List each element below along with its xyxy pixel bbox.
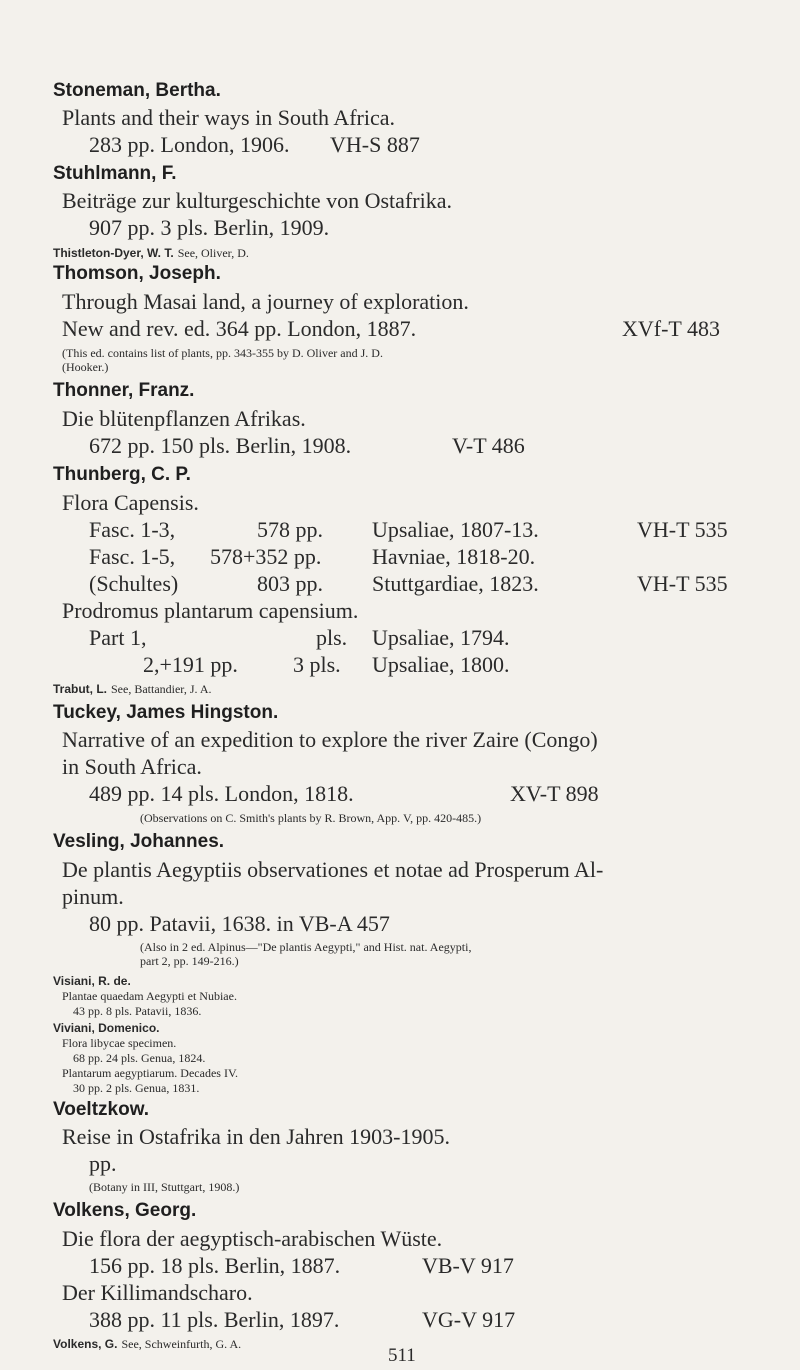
entry-note: (Hooker.) — [62, 360, 109, 374]
shelf-mark: XVf-T 483 — [622, 316, 720, 341]
entry-author: Viviani, Domenico. — [53, 1021, 160, 1035]
entry-imprint: New and rev. ed. 364 pp. London, 1887. — [62, 316, 417, 341]
fascicle-pages: 578+352 pp. — [210, 544, 322, 569]
shelf-mark: VH-S 887 — [330, 132, 420, 157]
entry-title: Plantarum aegyptiarum. Decades IV. — [62, 1066, 239, 1080]
shelf-mark: XV-T 898 — [510, 781, 599, 806]
see-reference: See, Battandier, J. A. — [111, 682, 212, 696]
entry-author: Stuhlmann, F. — [53, 163, 177, 184]
entry-note: (Observations on C. Smith's plants by R. Brown, App. V, pp. 420-485.) — [140, 811, 482, 825]
entry-note: part 2, pp. 149-216.) — [140, 954, 239, 968]
entry-author: Thomson, Joseph. — [53, 263, 221, 284]
fascicle-part: (Schultes) — [89, 571, 179, 596]
shelf-mark: VH-T 535 — [637, 571, 728, 596]
fascicle-place: Havniae, 1818-20. — [372, 544, 536, 569]
cross-reference — [53, 1335, 241, 1353]
entry-author: Visiani, R. de. — [53, 974, 131, 988]
entry-title: pinum. — [62, 884, 124, 909]
entry-imprint: pp. — [89, 1151, 117, 1176]
entry-title: Narrative of an expedition to explore the river Zaire (Congo) — [62, 727, 598, 752]
entry-author: Tuckey, James Hingston. — [53, 702, 279, 723]
fascicle-pages: 578 pp. — [257, 517, 323, 542]
entry-imprint: 489 pp. 14 pls. London, 1818. — [89, 781, 354, 806]
entry-author: Volkens, G. — [53, 1337, 118, 1351]
cross-reference — [53, 680, 212, 698]
entry-note: (Also in 2 ed. Alpinus—"De plantis Aegypti," and Hist. nat. Aegypti, — [140, 940, 472, 954]
entry-title: Die flora der aegyptisch-arabischen Wüste. — [62, 1226, 443, 1251]
entry-author: Thistleton-Dyer, W. T. — [53, 246, 174, 260]
entry-author: Thunberg, C. P. — [53, 464, 191, 485]
entry-imprint: 672 pp. 150 pls. Berlin, 1908. — [89, 433, 352, 458]
entry-imprint: 907 pp. 3 pls. Berlin, 1909. — [89, 215, 330, 240]
entry-imprint: 283 pp. London, 1906. — [89, 132, 290, 157]
entry-note: (This ed. contains list of plants, pp. 343-355 by D. Oliver and J. D. — [62, 346, 383, 360]
part-place: Upsaliae, 1800. — [372, 652, 510, 677]
entry-author: Stoneman, Bertha. — [53, 80, 221, 101]
entry-author: Vesling, Johannes. — [53, 831, 225, 852]
entry-title: Prodromus plantarum capensium. — [62, 598, 359, 623]
shelf-mark: VG-V 917 — [422, 1307, 516, 1332]
fascicle-part: Fasc. 1-5, — [89, 544, 176, 569]
entry-author: Voeltzkow. — [53, 1099, 150, 1120]
entry-imprint: 156 pp. 18 pls. Berlin, 1887. — [89, 1253, 341, 1278]
entry-title: De plantis Aegyptiis observationes et notae ad Prosperum Al- — [62, 857, 604, 882]
fascicle-place: Stuttgardiae, 1823. — [372, 571, 539, 596]
see-reference: See, Oliver, D. — [177, 246, 249, 260]
entry-title: Flora libycae specimen. — [62, 1036, 177, 1050]
entry-author: Thonner, Franz. — [53, 380, 195, 401]
entry-title: Plantae quaedam Aegypti et Nubiae. — [62, 989, 237, 1003]
entry-title: Der Killimandscharo. — [62, 1280, 253, 1305]
page-number: 511 — [388, 1345, 416, 1366]
see-reference: See, Schweinfurth, G. A. — [121, 1337, 242, 1351]
entry-author: Volkens, Georg. — [53, 1200, 197, 1221]
shelf-mark: V-T 486 — [452, 433, 525, 458]
cross-reference — [53, 244, 249, 262]
part-number: Part 1, — [89, 625, 147, 650]
fascicle-pages: 803 pp. — [257, 571, 323, 596]
entry-imprint: 43 pp. 8 pls. Patavii, 1836. — [73, 1004, 202, 1018]
entry-title: in South Africa. — [62, 754, 202, 779]
part-number: 2,+191 pp. — [143, 652, 238, 677]
shelf-mark: VH-T 535 — [637, 517, 728, 542]
part-plates: pls. — [316, 625, 348, 650]
entry-imprint: 388 pp. 11 pls. Berlin, 1897. — [89, 1307, 340, 1332]
shelf-mark: VB-V 917 — [422, 1253, 514, 1278]
entry-imprint: 30 pp. 2 pls. Genua, 1831. — [73, 1081, 200, 1095]
fascicle-part: Fasc. 1-3, — [89, 517, 176, 542]
part-plates: 3 pls. — [293, 652, 341, 677]
entry-author: Trabut, L. — [53, 682, 107, 696]
entry-imprint: 68 pp. 24 pls. Genua, 1824. — [73, 1051, 206, 1065]
entry-imprint: 80 pp. Patavii, 1638. in VB-A 457 — [89, 911, 390, 936]
entry-note: (Botany in III, Stuttgart, 1908.) — [89, 1180, 240, 1194]
entry-title: Beiträge zur kulturgeschichte von Ostafrika. — [62, 188, 452, 213]
fascicle-place: Upsaliae, 1807-13. — [372, 517, 539, 542]
part-place: Upsaliae, 1794. — [372, 625, 510, 650]
entry-title: Through Masai land, a journey of exploration. — [62, 289, 469, 314]
entry-title: Plants and their ways in South Africa. — [62, 105, 396, 130]
entry-title: Die blütenpflanzen Afrikas. — [62, 406, 306, 431]
entry-title: Flora Capensis. — [62, 490, 199, 515]
entry-title: Reise in Ostafrika in den Jahren 1903-1905. — [62, 1124, 450, 1149]
